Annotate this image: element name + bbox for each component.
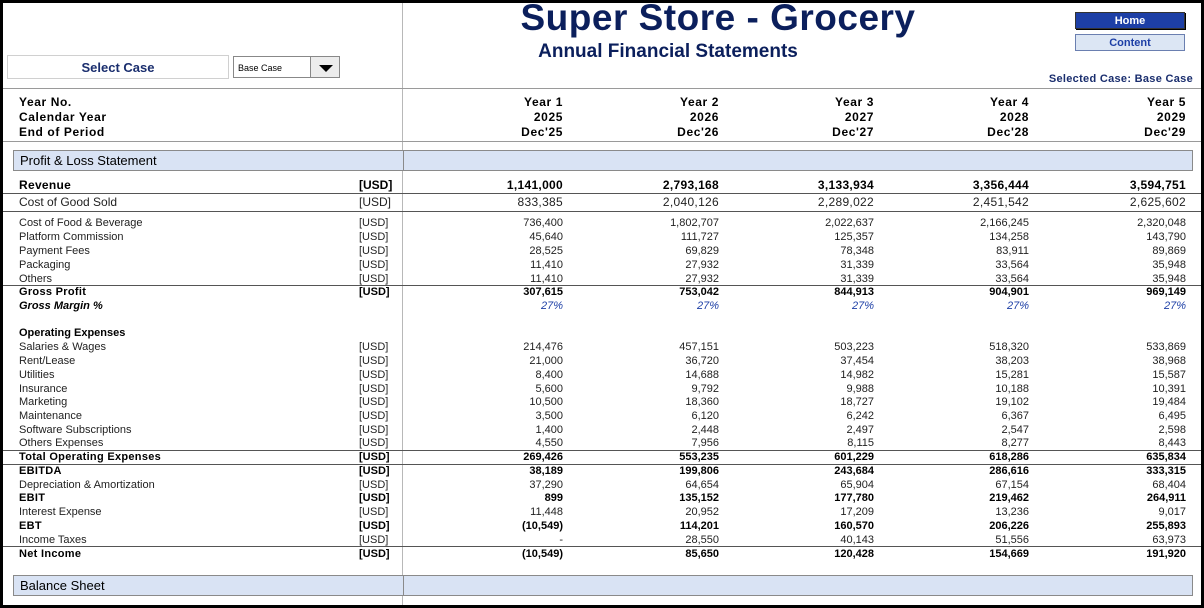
row-unit: [USD] <box>359 178 393 192</box>
row-unit: [USD] <box>359 492 390 504</box>
row-value: 1,802,707 <box>670 217 719 229</box>
row-value: 1,400 <box>535 424 563 436</box>
row-value: 18,360 <box>685 396 719 408</box>
table-row <box>3 286 1201 300</box>
period-header-cell: 2026 <box>689 110 719 124</box>
row-value: 833,385 <box>517 195 563 209</box>
row-unit: [USD] <box>359 369 389 381</box>
row-value: 753,042 <box>679 286 719 298</box>
row-value: 17,209 <box>840 506 874 518</box>
row-unit: [USD] <box>359 451 390 463</box>
table-row <box>3 534 1201 548</box>
page-title: Super Store - Grocery <box>520 0 916 38</box>
content-button[interactable]: Content <box>1075 34 1185 51</box>
row-label: Revenue <box>19 178 72 192</box>
row-value: 120,428 <box>834 548 874 560</box>
row-value: 2,497 <box>846 424 874 436</box>
row-value: 8,277 <box>1001 437 1029 449</box>
row-value: 38,203 <box>995 355 1029 367</box>
row-value: 8,400 <box>535 369 563 381</box>
period-header-cell: Year 4 <box>990 95 1029 109</box>
row-label: Packaging <box>19 259 71 271</box>
row-value: - <box>559 534 563 546</box>
row-label: Cost of Good Sold <box>19 195 118 209</box>
row-value: 19,484 <box>1152 396 1186 408</box>
row-value: 2,598 <box>1158 424 1186 436</box>
row-label: Depreciation & Amortization <box>19 479 155 491</box>
row-value: 6,367 <box>1001 410 1029 422</box>
row-value: 13,236 <box>995 506 1029 518</box>
row-value: 3,500 <box>535 410 563 422</box>
row-unit: [USD] <box>359 396 389 408</box>
row-value: 2,451,542 <box>972 195 1029 209</box>
row-value: 333,315 <box>1146 465 1186 477</box>
row-label: Software Subscriptions <box>19 424 132 436</box>
row-label: Rent/Lease <box>19 355 76 367</box>
table-row <box>3 245 1201 259</box>
row-value: 6,120 <box>691 410 719 422</box>
row-value: 18,727 <box>840 396 874 408</box>
period-header-cell: Year 2 <box>680 95 719 109</box>
row-value: 36,720 <box>685 355 719 367</box>
row-value: 553,235 <box>679 451 719 463</box>
row-value: 11,410 <box>530 259 563 271</box>
row-value: 177,780 <box>834 492 874 504</box>
table-row <box>3 231 1201 245</box>
row-value: 3,356,444 <box>972 178 1029 192</box>
row-value: 37,454 <box>840 355 874 367</box>
row-value: 904,901 <box>989 286 1029 298</box>
section-balance-sheet <box>13 575 1193 596</box>
period-header-cell: 2029 <box>1156 110 1186 124</box>
row-value: 8,443 <box>1158 437 1186 449</box>
row-value: 64,654 <box>685 479 719 491</box>
section-divider <box>403 151 404 170</box>
row-value: 9,017 <box>1158 506 1186 518</box>
row-value: 67,154 <box>995 479 1029 491</box>
row-value: 2,166,245 <box>980 217 1029 229</box>
row-value: 31,339 <box>840 273 874 285</box>
row-label: Gross Margin % <box>19 300 103 312</box>
row-value: 27% <box>1163 300 1186 312</box>
row-value: 35,948 <box>1152 259 1186 271</box>
row-value: 7,956 <box>691 437 719 449</box>
row-value: 33,564 <box>995 259 1029 271</box>
row-value: (10,549) <box>522 520 563 532</box>
row-label: Gross Profit <box>19 286 87 298</box>
row-value: 969,149 <box>1146 286 1186 298</box>
table-row <box>3 492 1201 506</box>
row-value: 2,320,048 <box>1137 217 1186 229</box>
row-value: 2,448 <box>691 424 719 436</box>
row-unit: [USD] <box>359 341 389 353</box>
row-value: 20,952 <box>685 506 719 518</box>
row-value: 89,869 <box>1152 245 1186 257</box>
period-header-cell: 2027 <box>844 110 874 124</box>
row-value: 143,790 <box>1146 231 1186 243</box>
row-value: 83,911 <box>996 245 1029 257</box>
table-row <box>3 548 1201 562</box>
table-row <box>3 217 1201 231</box>
row-label: Cost of Food & Beverage <box>19 217 143 229</box>
row-value: 38,189 <box>529 465 563 477</box>
row-unit: [USD] <box>359 437 389 449</box>
row-value: 111,727 <box>680 231 719 243</box>
table-row <box>3 327 1201 341</box>
row-unit: [USD] <box>359 231 389 243</box>
row-value: 134,258 <box>989 231 1029 243</box>
row-value: 635,834 <box>1146 451 1186 463</box>
row-label: Others <box>19 273 53 285</box>
row-label: Utilities <box>19 369 55 381</box>
row-label: Net Income <box>19 548 82 560</box>
row-label: Others Expenses <box>19 437 104 449</box>
row-value: 45,640 <box>529 231 563 243</box>
row-value: 219,462 <box>989 492 1029 504</box>
case-dropdown[interactable]: Base Case <box>233 56 311 78</box>
selected-case-indicator: Selected Case: Base Case <box>1048 73 1193 85</box>
table-row <box>3 410 1201 424</box>
row-value: 78,348 <box>840 245 874 257</box>
section-title: Profit & Loss Statement <box>20 153 157 168</box>
table-row <box>3 300 1201 314</box>
row-value: 15,587 <box>1152 369 1186 381</box>
row-value: 69,829 <box>685 245 719 257</box>
row-value: 214,476 <box>523 341 563 353</box>
row-value: 518,320 <box>989 341 1029 353</box>
select-case-label: Select Case <box>7 55 229 79</box>
row-value: 27,932 <box>685 273 719 285</box>
row-value: 35,948 <box>1152 273 1186 285</box>
table-row <box>3 383 1201 397</box>
row-value: 65,904 <box>840 479 874 491</box>
row-value: 28,525 <box>529 245 563 257</box>
row-value: 19,102 <box>995 396 1029 408</box>
row-unit: [USD] <box>359 273 389 285</box>
row-value: 286,616 <box>989 465 1029 477</box>
table-row <box>3 355 1201 369</box>
row-value: 14,982 <box>840 369 874 381</box>
row-rule <box>3 193 1201 194</box>
row-unit: [USD] <box>359 479 389 491</box>
row-value: 307,615 <box>523 286 563 298</box>
table-row <box>3 369 1201 383</box>
row-value: 3,133,934 <box>817 178 874 192</box>
row-value: 114,201 <box>679 520 719 532</box>
row-value: 10,500 <box>529 396 563 408</box>
period-header-cell: Year 3 <box>835 95 874 109</box>
row-label: Insurance <box>19 383 68 395</box>
row-unit: [USD] <box>359 465 390 477</box>
row-value: 6,495 <box>1158 410 1186 422</box>
row-value: 5,600 <box>535 383 563 395</box>
row-unit: [USD] <box>359 355 389 367</box>
row-value: 457,151 <box>679 341 719 353</box>
row-unit: [USD] <box>359 548 390 560</box>
year-no-label: Year No. <box>19 95 72 109</box>
table-row <box>3 178 1201 192</box>
page-subtitle: Annual Financial Statements <box>538 41 798 62</box>
row-value: 618,286 <box>989 451 1029 463</box>
row-value: 899 <box>544 492 563 504</box>
home-button[interactable]: Home <box>1075 12 1185 29</box>
row-value: 14,688 <box>685 369 719 381</box>
row-value: (10,549) <box>522 548 563 560</box>
chevron-down-icon[interactable] <box>310 56 340 78</box>
row-unit: [USD] <box>359 410 389 422</box>
row-value: 206,226 <box>989 520 1029 532</box>
row-unit: [USD] <box>359 259 389 271</box>
table-row <box>3 479 1201 493</box>
row-value: 27% <box>540 300 563 312</box>
table-row <box>3 396 1201 410</box>
table-row <box>3 520 1201 534</box>
row-value: 243,684 <box>834 465 874 477</box>
table-row <box>3 451 1201 465</box>
row-value: 255,893 <box>1146 520 1186 532</box>
calendar-year-label: Calendar Year <box>19 110 107 124</box>
row-value: 154,669 <box>989 548 1029 560</box>
row-value: 2,547 <box>1001 424 1029 436</box>
row-value: 2,040,126 <box>662 195 719 209</box>
row-label: EBIT <box>19 492 46 504</box>
row-value: 9,792 <box>691 383 719 395</box>
row-label: Salaries & Wages <box>19 341 107 353</box>
period-header-cell: Dec'28 <box>987 125 1029 139</box>
row-unit: [USD] <box>359 383 389 395</box>
header-rule <box>3 88 1201 89</box>
row-value: 191,920 <box>1146 548 1186 560</box>
row-value: 68,404 <box>1152 479 1186 491</box>
row-label: EBT <box>19 520 42 532</box>
period-rule <box>3 141 1201 142</box>
table-row <box>3 465 1201 479</box>
row-value: 28,550 <box>685 534 719 546</box>
row-value: 31,339 <box>840 259 874 271</box>
row-unit: [USD] <box>359 245 389 257</box>
row-value: 11,448 <box>530 506 563 518</box>
row-value: 8,115 <box>847 437 874 449</box>
row-value: 3,594,751 <box>1129 178 1186 192</box>
row-value: 2,793,168 <box>662 178 719 192</box>
row-unit: [USD] <box>359 520 390 532</box>
row-label: EBITDA <box>19 465 62 477</box>
row-label: Payment Fees <box>19 245 90 257</box>
row-value: 125,357 <box>834 231 874 243</box>
row-unit: [USD] <box>359 534 389 546</box>
row-label: Income Taxes <box>19 534 87 546</box>
row-value: 199,806 <box>679 465 719 477</box>
row-value: 1,141,000 <box>506 178 563 192</box>
row-unit: [USD] <box>359 195 392 209</box>
row-label: Total Operating Expenses <box>19 451 162 463</box>
row-label: Operating Expenses <box>19 327 126 339</box>
period-header-cell: Dec'25 <box>521 125 563 139</box>
row-value: 63,973 <box>1152 534 1186 546</box>
row-value: 40,143 <box>840 534 874 546</box>
end-of-period-label: End of Period <box>19 125 105 139</box>
row-value: 4,550 <box>535 437 563 449</box>
table-row <box>3 437 1201 451</box>
row-value: 2,289,022 <box>817 195 874 209</box>
row-value: 135,152 <box>679 492 719 504</box>
row-value: 51,556 <box>995 534 1029 546</box>
row-value: 38,968 <box>1152 355 1186 367</box>
row-value: 27% <box>1006 300 1029 312</box>
row-value: 503,223 <box>834 341 874 353</box>
row-value: 533,869 <box>1146 341 1186 353</box>
period-header-cell: Dec'27 <box>832 125 874 139</box>
row-value: 85,650 <box>685 548 719 560</box>
row-value: 6,242 <box>846 410 874 422</box>
period-header-cell: 2025 <box>533 110 563 124</box>
table-row <box>3 424 1201 438</box>
row-value: 21,000 <box>529 355 563 367</box>
row-value: 9,988 <box>846 383 874 395</box>
period-header-cell: 2028 <box>999 110 1029 124</box>
row-value: 11,410 <box>530 273 563 285</box>
row-label: Marketing <box>19 396 68 408</box>
table-row <box>3 273 1201 287</box>
row-value: 160,570 <box>834 520 874 532</box>
period-header-cell: Year 5 <box>1147 95 1186 109</box>
row-label: Platform Commission <box>19 231 124 243</box>
row-value: 2,625,602 <box>1129 195 1186 209</box>
table-row <box>3 195 1201 209</box>
row-value: 27% <box>851 300 874 312</box>
row-label: Maintenance <box>19 410 82 422</box>
row-unit: [USD] <box>359 286 390 298</box>
section-title: Balance Sheet <box>20 578 105 593</box>
section-divider <box>403 576 404 595</box>
row-value: 15,281 <box>995 369 1029 381</box>
row-value: 269,426 <box>523 451 563 463</box>
row-label: Interest Expense <box>19 506 102 518</box>
table-row <box>3 259 1201 273</box>
period-header-cell: Year 1 <box>524 95 563 109</box>
row-unit: [USD] <box>359 217 389 229</box>
row-value: 33,564 <box>995 273 1029 285</box>
row-value: 844,913 <box>834 286 874 298</box>
table-row <box>3 506 1201 520</box>
row-value: 264,911 <box>1146 492 1186 504</box>
row-rule <box>3 211 1201 212</box>
row-value: 27,932 <box>685 259 719 271</box>
row-unit: [USD] <box>359 506 389 518</box>
row-unit: [USD] <box>359 424 389 436</box>
row-value: 10,391 <box>1152 383 1186 395</box>
row-value: 736,400 <box>523 217 563 229</box>
period-header-cell: Dec'29 <box>1144 125 1186 139</box>
row-value: 10,188 <box>995 383 1029 395</box>
table-row <box>3 341 1201 355</box>
section-profit-loss <box>13 150 1193 171</box>
row-value: 37,290 <box>529 479 563 491</box>
row-value: 601,229 <box>834 451 874 463</box>
period-header-cell: Dec'26 <box>677 125 719 139</box>
row-value: 27% <box>696 300 719 312</box>
row-value: 2,022,637 <box>825 217 874 229</box>
